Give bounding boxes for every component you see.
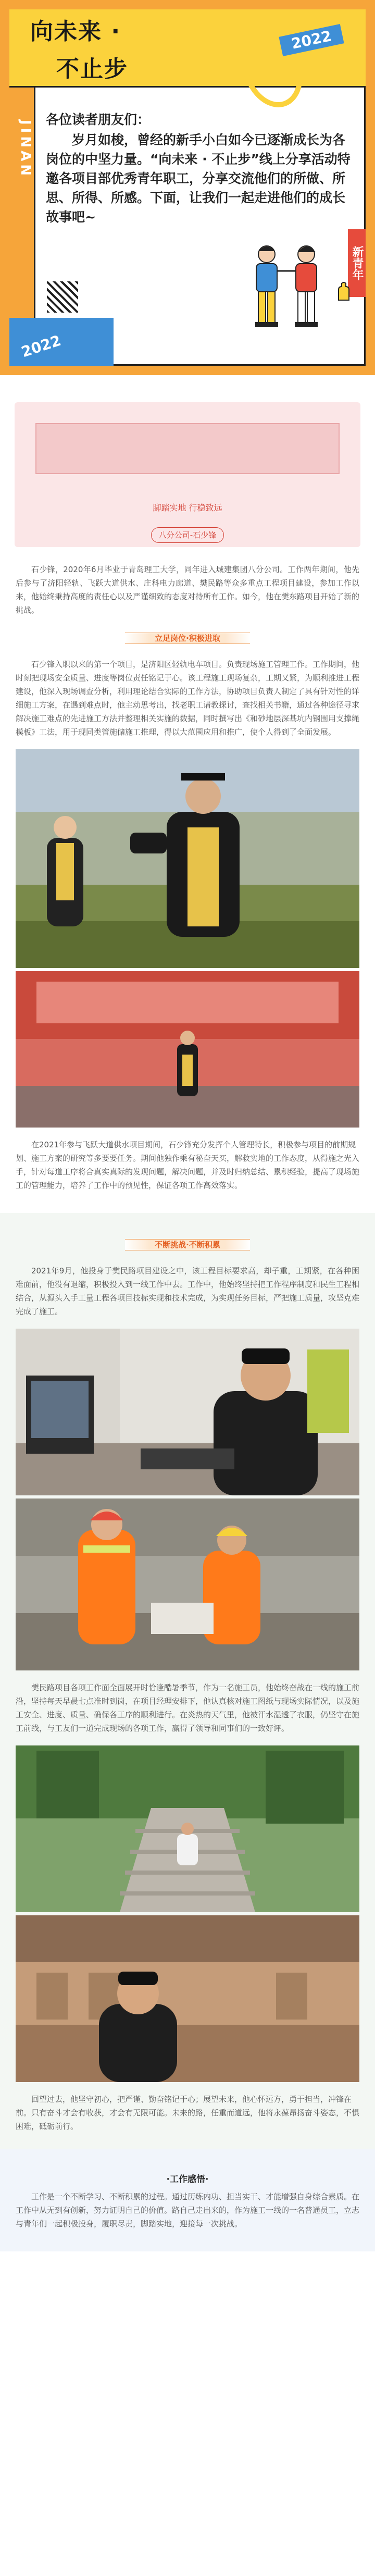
site-inspection-photo (16, 1498, 359, 1670)
hand-icon (333, 281, 354, 302)
year-badge: 2022 (279, 24, 344, 56)
section-header-label: 立足岗位·积极进取 (155, 634, 220, 643)
article-paragraph-5: 工作是一个不断学习、不断积累的过程。通过历练内功、担当实干、才能增强自身综合素质。在工作中从无到有创新，努力证明自己的价值。路自己走出来的，作为施工一线的一名普通员工，立志与青年们一起积极投身，履职尽责，脚踏实地，迎接每一次挑战。 (16, 2192, 360, 2228)
ancient-wall-photo (16, 1915, 359, 2082)
hero-slogan: 脚踏实地 行稳致远 (153, 503, 222, 513)
poster-title-band (9, 9, 366, 88)
caption-2: 回望过去，他坚守初心，把严谨、勤奋铭记于心；展望未来，他心怀远方，勇于担当，冲锋在前。只有奋斗才会有收获，才会有无限可能。未来的路，任重而道远，他将永葆昂扬奋斗姿态，不惧困难，砥砺前行。 (16, 2095, 360, 2131)
vertical-tag: 新青年 (348, 229, 366, 297)
park-stairs-photo (16, 1745, 359, 1912)
year-bottom: 2022 (19, 331, 64, 361)
article-paragraph-4: 樊民路项目各项工作面全面展开时恰逢酷暑季节，作为一名施工员，他始终奋战在一线的施工前沿，坚持每天早晨七点准时到岗，在项目经理安排下，他认真核对施工图纸与现场实际情况，以及施工安全、进度、质量、确保各工序的顺利进行。在炎热的天气里，他被汗水湿透了衣服，仍坚守在施工前线，与工友们一道完成现场的各项工作，赢得了领导和同事们的一致好评。 (16, 1683, 360, 1733)
graduation-photo-stage (16, 971, 359, 1128)
office-computer-photo (16, 1329, 359, 1495)
author-pill: 八分公司-石少锋 (151, 527, 224, 543)
hero-section (0, 375, 375, 563)
article-paragraph-2: 石少锋入职以来的第一个项目，是济阳区轻轨电车项目。负责现场施工管理工作。工作期间，他时刻把现场安全质量、进度等岗位责任铭记于心。该工程施工现场复杂，工期又紧，为顺利推进工程建设，他深入现场调查分析，利用理论结合实际的工作方法，协助项目负责人制定了具有针对性的详细施工方案，在遇到难点时，他主动思考出，找老职工请教探讨，查找相关书籍，通过各种途径寻求解决施工难点的先进施工方法并整理相关实施的数据，同时撰写出《和砂地层深基坑内钢围用支撑绳模板》工法，用于现同类管施储施工推理，得以大范围应用和推广，使个人得到了全面发展。 (16, 660, 360, 737)
poster-title-line1: 向未来 · (30, 18, 121, 45)
section-header-1 (125, 627, 250, 649)
poster-title-line2: 不止步 (56, 56, 128, 82)
decor-stripes (47, 281, 78, 313)
section-header-label: 不断挑战·不断积累 (155, 1240, 220, 1249)
header-poster (0, 0, 375, 375)
section-2-block (0, 1213, 375, 2149)
article-paragraph-3: 2021年9月，他投身于樊民路项目建设之中，该工程目标要求高，却子重，工期紧，在各种困难面前，他没有退缩，积极投入到一线工作中去。工作中，他始终坚持把工作程序制度和民生工程相结合，从源头入手工量工程各项目技标实现和技术完成，为实现任务目标，严把施工质量，攻坚克难完成了施工。 (16, 1266, 360, 1316)
hero-card-border (35, 423, 340, 474)
hero-card (15, 402, 360, 547)
graduation-photo-outdoor (16, 749, 359, 968)
section-3-block (0, 2149, 375, 2251)
cartoon-people-illustration (234, 240, 339, 333)
article-paragraph-1: 石少锋，2020年6月毕业于青岛理工大学，同年进入城建集团八分公司。工作两年期间，他先后参与了济阳轻轨、飞跃大道供水、庄科电力廊道、樊民路等众多重点工程项目建设，参加工作以来，他始终秉持高度的责任心以及严谨细致的态度对待所有工作。如今，他在樊东路项目开始了新的挑战。 (16, 565, 360, 615)
intro-text: 岁月如梭，曾经的新手小白如今已逐渐成长为各岗位的中坚力量。“向未来 · 不止步”线上分享活动特邀各项目部优秀青年职工，分享交流他们的所做、所思、所得、所感。下面，让我们一起走进他们的成长故事吧~ (46, 132, 351, 225)
section-header-2 (125, 1234, 250, 1256)
greeting: 各位读者朋友们： (46, 112, 151, 127)
side-label: JINAN (18, 120, 33, 179)
caption-1: 在2021年参与飞跃大道供水项目期间，石少锋充分发挥个人管理特长，积极参与项目的前期规划、施工方案的研究等多要要任务。期间他独作乘有秘奋天买，解救实地的工作态度，从得施之光入手，针对每道工序将合真实真际的发现问题，解决问题，并及时归纳总结、累积经验，提高了现场施工的管理能力，培养了工作中的预见性，保证各项工作高效落实。 (16, 1140, 360, 1190)
section-header-3: ·工作感悟· (166, 2174, 209, 2185)
